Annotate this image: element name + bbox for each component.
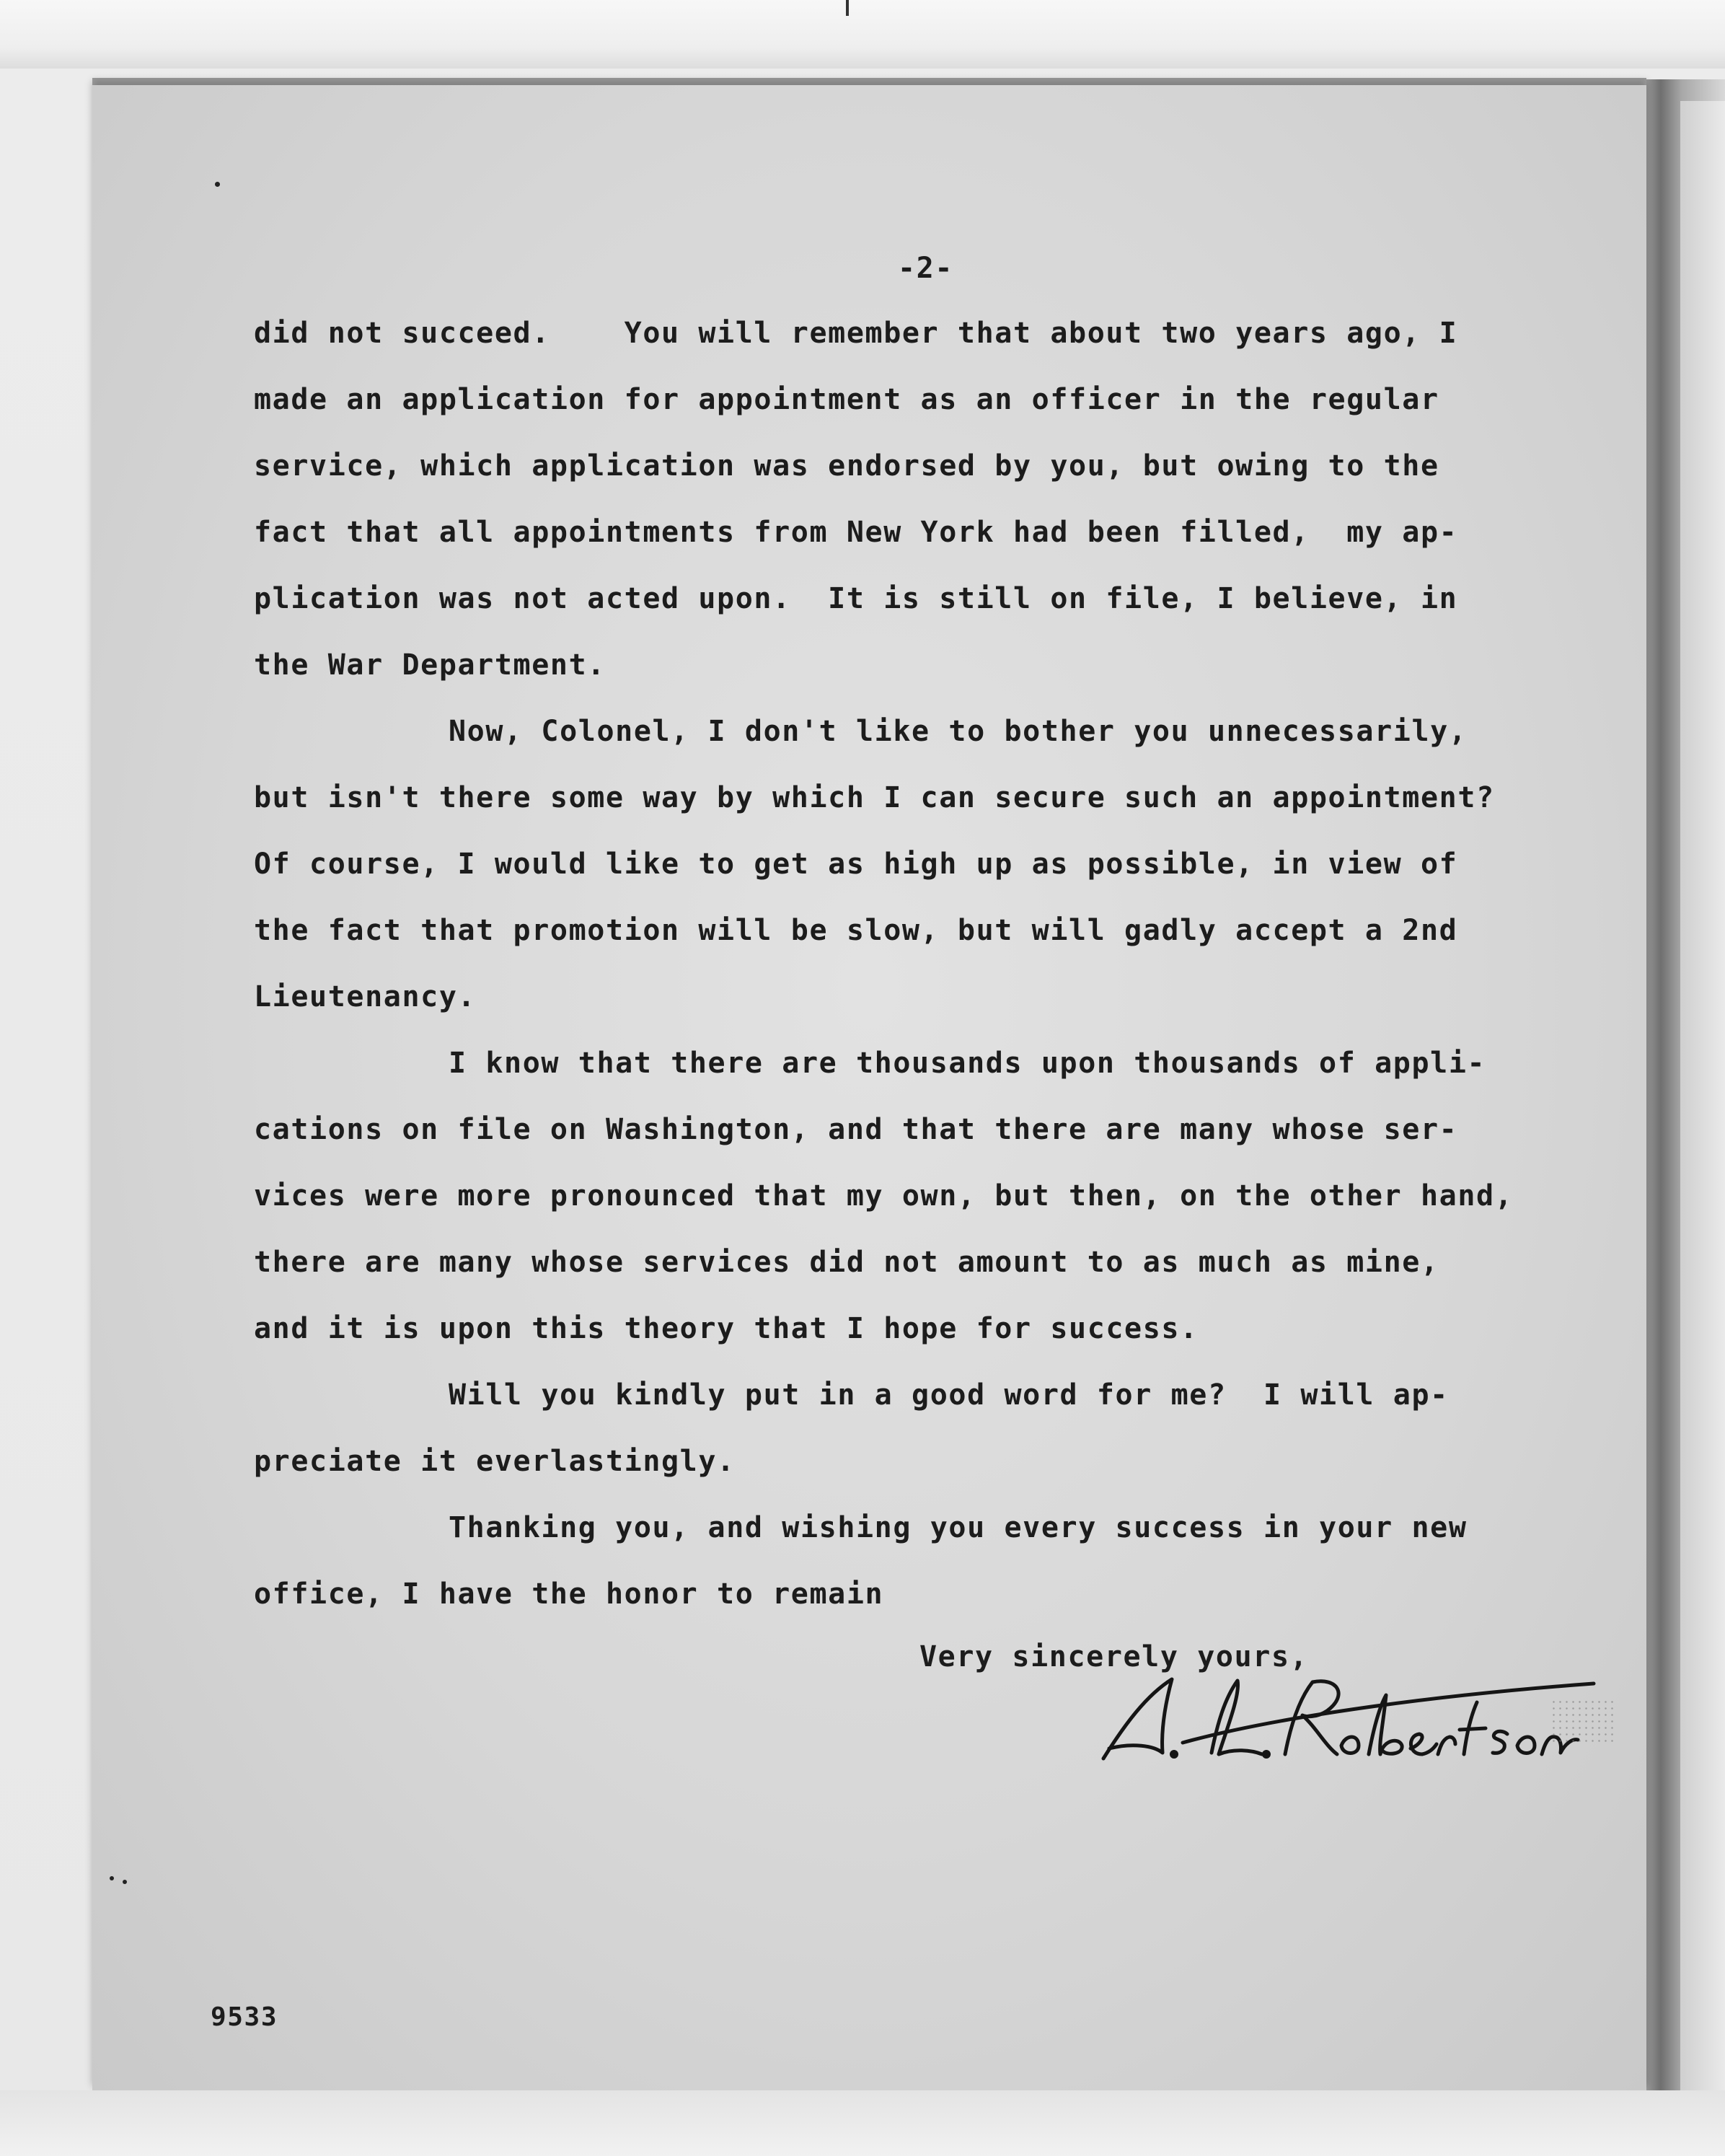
body-line: service, which application was endorsed by you, but owing to the: [254, 449, 1439, 483]
scanner-right-margin: [1680, 101, 1725, 2156]
body-line: but isn't there some way by which I can secure such an appointment?: [254, 781, 1495, 814]
body-line: office, I have the honor to remain: [254, 1578, 884, 1611]
body-line: fact that all appointments from New York had been filled, my ap-: [254, 516, 1458, 549]
body-line: and it is upon this theory that I hope for success.: [254, 1312, 1199, 1345]
body-line: the fact that promotion will be slow, but will gadly accept a 2nd: [254, 914, 1458, 947]
body-line: Of course, I would like to get as high up as possible, in view of: [254, 848, 1458, 881]
body-line: Lieutenancy.: [254, 980, 477, 1013]
body-line: plication was not acted upon. It is still on file, I believe, in: [254, 582, 1458, 615]
scan-speck: [215, 182, 220, 187]
body-line: did not succeed. You will remember that about two years ago, I: [254, 317, 1458, 350]
body-line: preciate it everlastingly.: [254, 1445, 736, 1478]
body-line: Will you kindly put in a good word for me? I will ap-: [449, 1378, 1449, 1412]
top-edge-mark: [846, 0, 849, 16]
handwritten-signature: [1096, 1673, 1601, 1767]
body-line: Thanking you, and wishing you every success in your new: [449, 1511, 1468, 1544]
body-line: I know that there are thousands upon thousands of appli-: [449, 1047, 1486, 1080]
scanner-top-margin: [0, 0, 1725, 69]
body-line: cations on file on Washington, and that there are many whose ser-: [254, 1113, 1458, 1146]
body-line: the War Department.: [254, 648, 606, 682]
scan-speck: [110, 1876, 114, 1880]
body-line: vices were more pronounced that my own, but then, on the other hand,: [254, 1179, 1514, 1213]
scan-speck: [123, 1880, 127, 1884]
body-line: there are many whose services did not amount to as much as mine,: [254, 1246, 1439, 1279]
page-number: -2-: [898, 252, 954, 285]
scanner-bottom-margin: [0, 2090, 1725, 2156]
letter-closing: Very sincerely yours,: [919, 1640, 1309, 1673]
body-line: made an application for appointment as an officer in the regular: [254, 383, 1439, 416]
signature-ink-dots: [1550, 1699, 1615, 1742]
body-line: Now, Colonel, I don't like to bother you unnecessarily,: [449, 715, 1468, 748]
document-number: 9533: [211, 2002, 278, 2032]
